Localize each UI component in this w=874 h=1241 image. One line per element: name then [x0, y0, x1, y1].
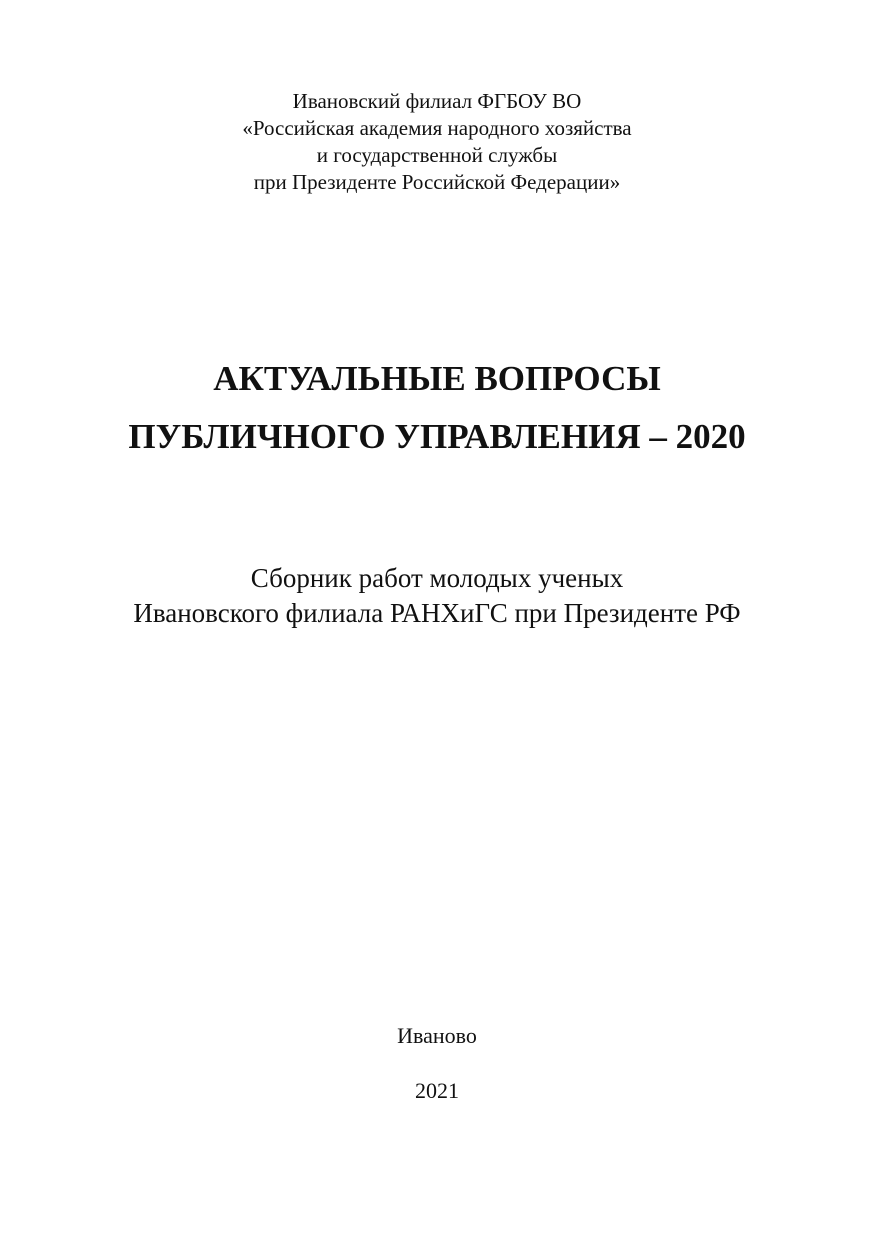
institution-header — [0, 88, 874, 196]
institution-line: Ивановский филиал ФГБОУ ВО — [292, 89, 582, 113]
title-line: ПУБЛИЧНОГО УПРАВЛЕНИЯ – 2020 — [128, 417, 746, 456]
document-title — [0, 350, 874, 466]
institution-line: при Президенте Российской Федерации» — [253, 170, 621, 194]
title-line: АКТУАЛЬНЫЕ ВОПРОСЫ — [213, 359, 661, 398]
imprint-year: 2021 — [415, 1078, 459, 1103]
institution-line: и государственной службы — [316, 143, 558, 167]
imprint-city: Иваново — [397, 1023, 477, 1048]
subtitle-line: Сборник работ молодых ученых — [250, 563, 624, 593]
subtitle-line: Ивановского филиала РАНХиГС при Президенте РФ — [133, 598, 741, 628]
institution-line: «Российская академия народного хозяйства — [242, 116, 632, 140]
document-subtitle — [0, 561, 874, 631]
